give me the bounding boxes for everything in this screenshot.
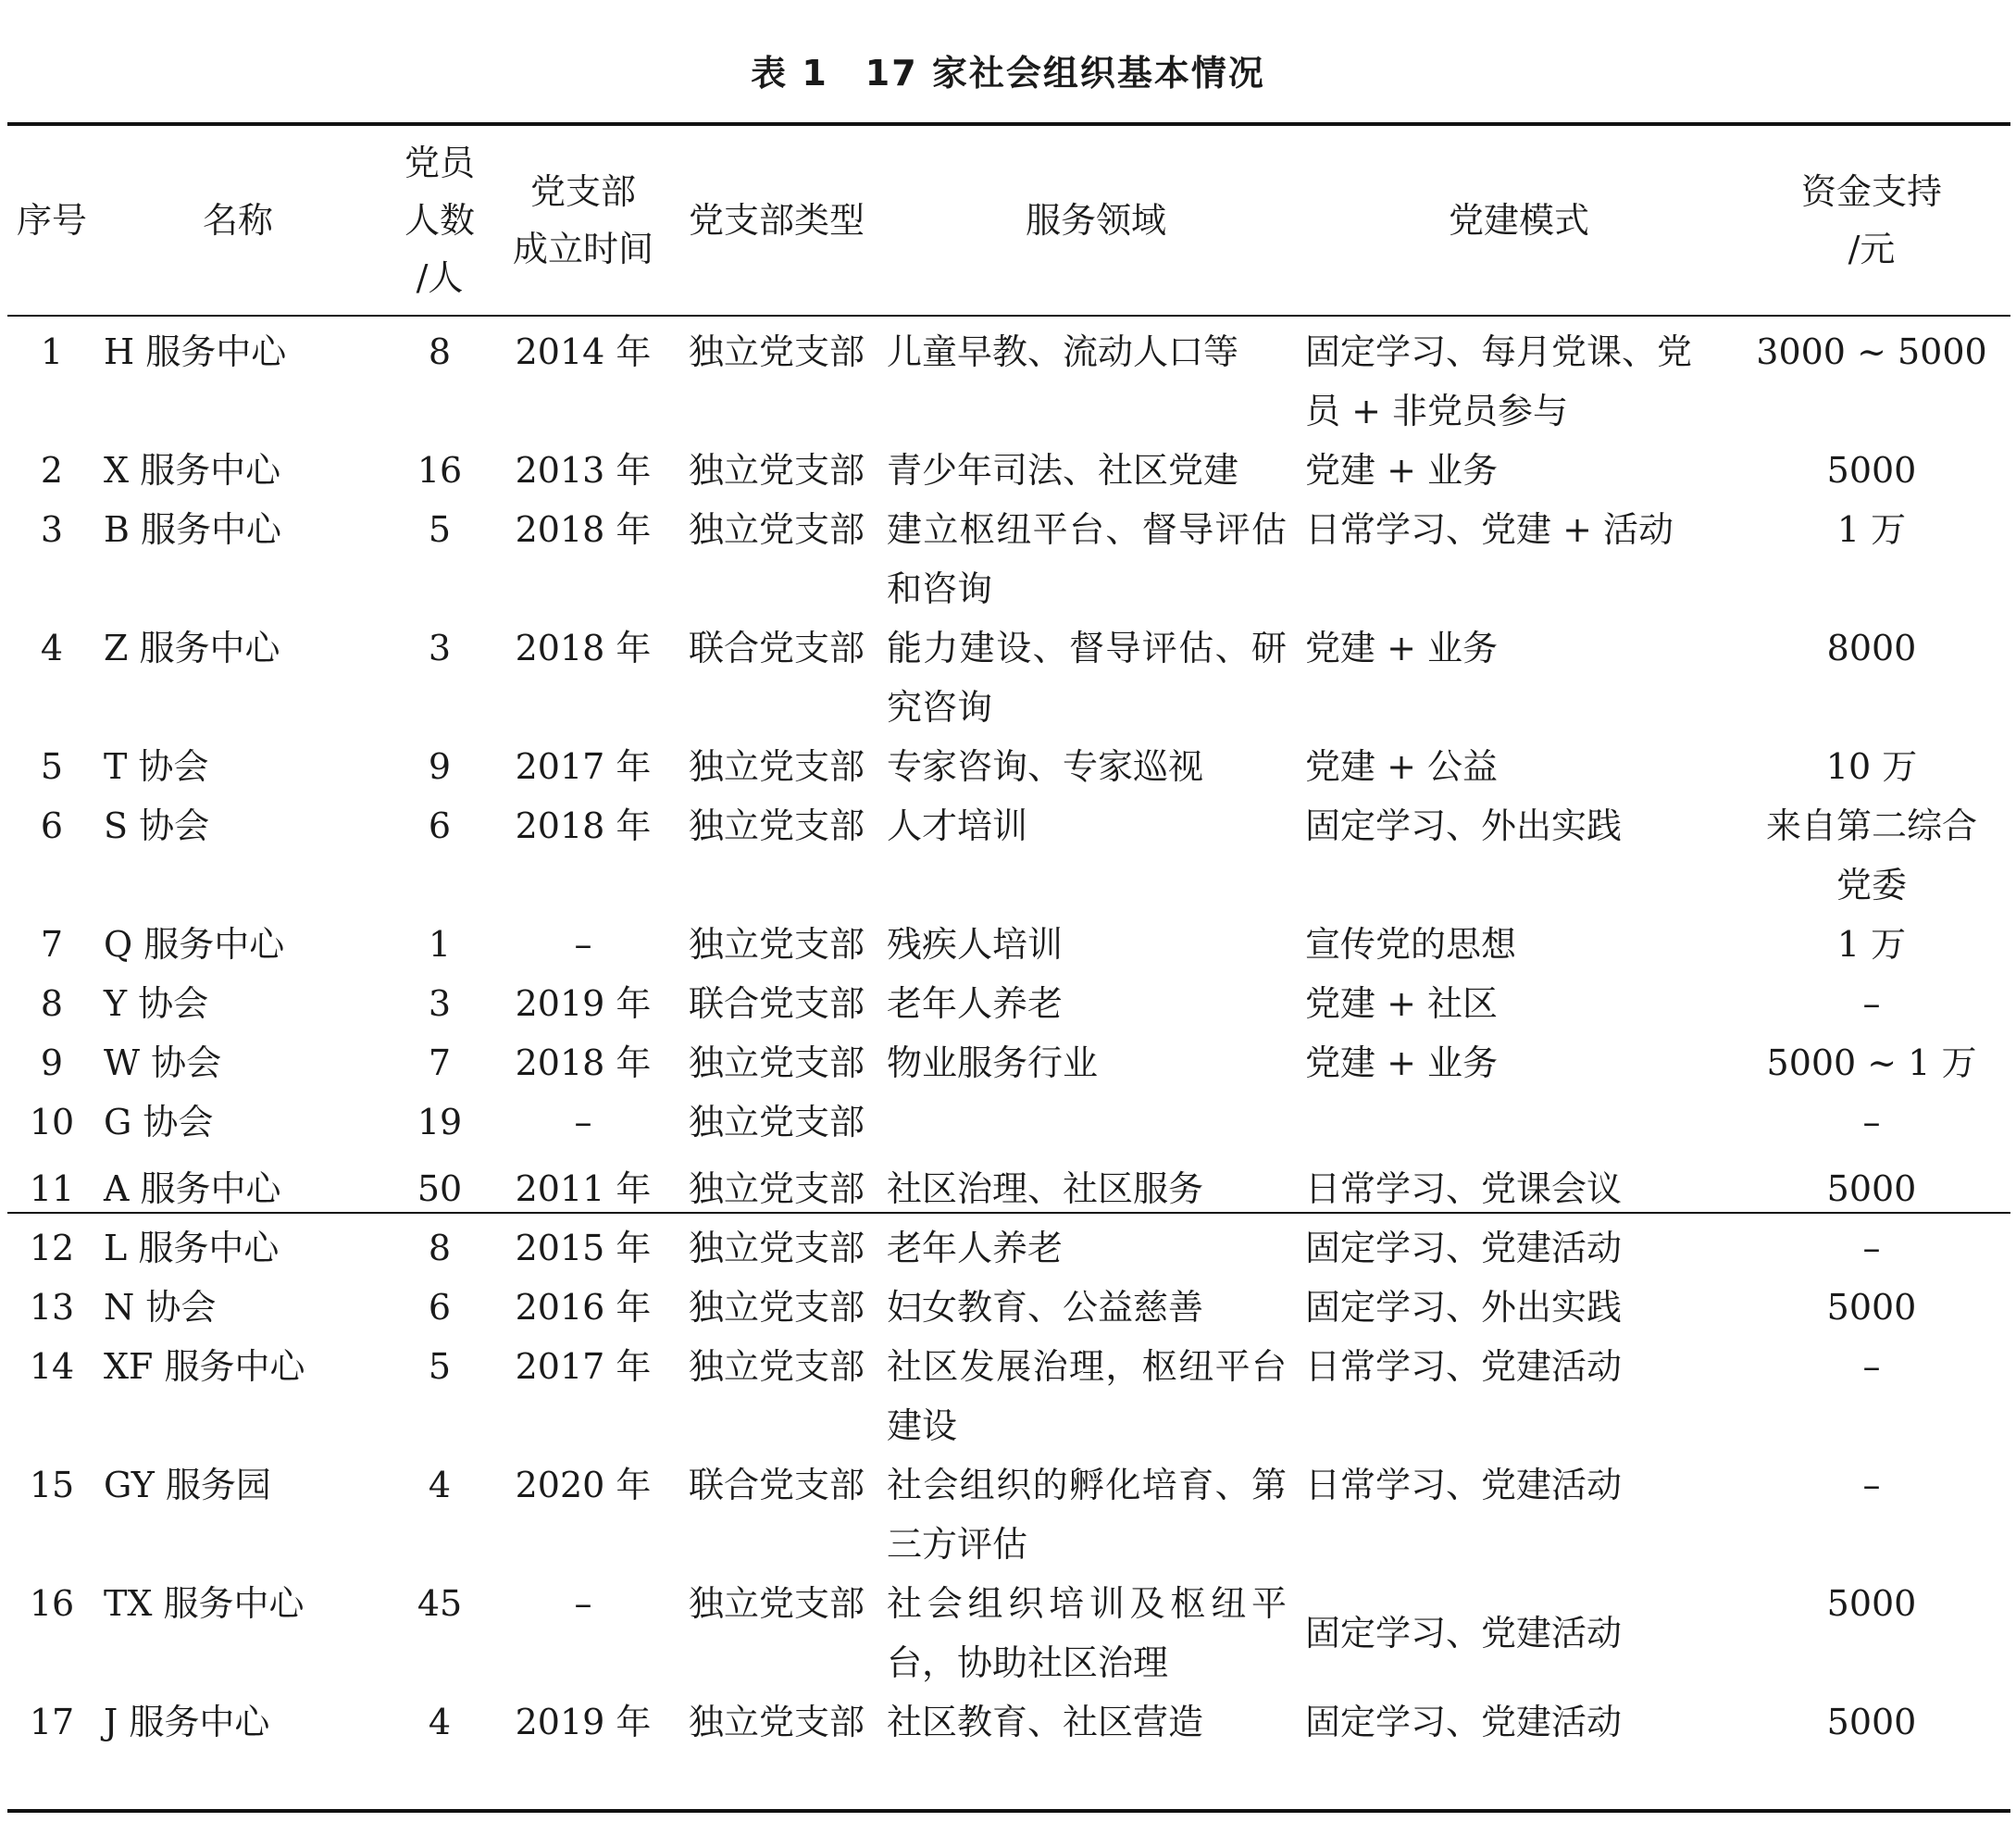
header-founded-line: 成立时间 <box>512 229 653 269</box>
cell-name: X 服务中心 <box>104 450 281 491</box>
cell-no: 6 <box>40 805 64 846</box>
cell-mode: 固定学习、外出实践 <box>1305 1287 1623 1328</box>
cell-funding: 5000 <box>1826 450 1917 491</box>
cell-name: Z 服务中心 <box>104 628 280 668</box>
cell-members: 19 <box>417 1102 463 1142</box>
table-row <box>7 1092 2010 1152</box>
cell-mode: 固定学习、党建活动 <box>1305 1702 1623 1742</box>
header-founded <box>500 126 666 315</box>
cell-founded: 2018 年 <box>515 628 652 668</box>
table-row <box>7 1455 2010 1574</box>
cell-type: 独立党支部 <box>688 924 865 965</box>
cell-type: 独立党支部 <box>688 1102 865 1142</box>
cell-no: 1 <box>40 331 64 372</box>
table-body <box>7 322 2010 1752</box>
cell-no: 15 <box>29 1465 75 1505</box>
table-row <box>7 1152 2010 1218</box>
cell-no: 3 <box>40 509 64 550</box>
cell-type: 独立党支部 <box>688 1287 865 1328</box>
cell-members: 1 <box>428 924 452 965</box>
cell-mode <box>1305 1092 1733 1152</box>
cell-members: 3 <box>428 983 452 1024</box>
table-row <box>7 796 2010 915</box>
cell-funding: 1 万 <box>1836 924 1907 965</box>
header-funding <box>1733 126 2010 315</box>
cell-field: 残疾人培训 <box>887 924 1064 965</box>
cell-mode: 党建 + 公益 <box>1305 746 1498 787</box>
cell-name: J 服务中心 <box>104 1702 270 1742</box>
cell-funding: – <box>1862 1228 1881 1268</box>
cell-type: 独立党支部 <box>688 1702 865 1742</box>
cell-no: 7 <box>40 924 64 965</box>
table-row <box>7 974 2010 1033</box>
cell-type: 独立党支部 <box>688 746 865 787</box>
cell-no: 11 <box>29 1168 75 1209</box>
cell-name: B 服务中心 <box>104 509 282 550</box>
table-number: 表 1 <box>751 53 828 94</box>
cell-mode: 固定学习、党建活动 <box>1305 1228 1623 1268</box>
cell-funding: 5000 <box>1826 1702 1917 1742</box>
cell-field: 社区教育、社区营造 <box>887 1702 1204 1742</box>
cell-founded: 2018 年 <box>515 1042 652 1083</box>
cell-founded: 2019 年 <box>515 983 652 1024</box>
cell-field: 专家咨询、专家巡视 <box>887 746 1204 787</box>
cell-no: 9 <box>40 1042 64 1083</box>
cell-type: 独立党支部 <box>688 1583 865 1624</box>
table-row <box>7 1692 2010 1752</box>
table-row <box>7 915 2010 974</box>
table-row <box>7 1218 2010 1278</box>
cell-field: 儿童早教、流动人口等 <box>887 331 1239 372</box>
cell-funding: 5000 <box>1826 1287 1917 1328</box>
cell-mode: 宣传党的思想 <box>1305 924 1517 965</box>
cell-type: 独立党支部 <box>688 331 865 372</box>
cell-type: 独立党支部 <box>688 1228 865 1268</box>
cell-name: A 服务中心 <box>104 1168 281 1209</box>
cell-founded: 2018 年 <box>515 509 652 550</box>
cell-members: 5 <box>428 1346 452 1387</box>
cell-name: GY 服务园 <box>104 1465 271 1505</box>
cell-members: 6 <box>428 805 452 846</box>
cell-mode: 日常学习、党建 + 活动 <box>1305 509 1674 550</box>
cell-members: 9 <box>428 746 452 787</box>
cell-no: 16 <box>29 1583 75 1624</box>
table-caption: 17 家社会组织基本情况 <box>865 53 1265 94</box>
cell-mode: 固定学习、外出实践 <box>1305 805 1623 846</box>
cell-founded: 2015 年 <box>515 1228 652 1268</box>
cell-no: 8 <box>40 983 64 1024</box>
cell-name: L 服务中心 <box>104 1228 280 1268</box>
cell-funding: 10 万 <box>1825 746 1918 787</box>
header-no: 序号 <box>16 200 87 241</box>
header-service-field: 服务领域 <box>1025 200 1166 241</box>
cell-field: 社区治理、社区服务 <box>887 1168 1204 1209</box>
table-header <box>7 126 2010 315</box>
cell-funding: 5000 ~ 1 万 <box>1766 1042 1977 1083</box>
table-row <box>7 737 2010 796</box>
table-row <box>7 322 2010 441</box>
cell-members: 5 <box>428 509 452 550</box>
cell-founded: 2011 年 <box>515 1168 652 1209</box>
cell-field: 人才培训 <box>887 805 1028 846</box>
cell-field: 能力建设、督导评估、研究咨询 <box>887 628 1287 728</box>
table-row <box>7 1574 2010 1692</box>
cell-no: 14 <box>29 1346 75 1387</box>
cell-type: 独立党支部 <box>688 805 865 846</box>
header-rule <box>7 315 2010 317</box>
cell-funding: 5000 <box>1826 1583 1917 1624</box>
table-row <box>7 1278 2010 1337</box>
cell-funding: – <box>1862 1102 1881 1142</box>
header-members-line: 党员 <box>404 143 475 183</box>
cell-no: 12 <box>29 1228 75 1268</box>
cell-funding: – <box>1862 1346 1881 1387</box>
table-row <box>7 441 2010 500</box>
cell-no: 5 <box>40 746 64 787</box>
table-row <box>7 1337 2010 1455</box>
cell-founded: 2020 年 <box>515 1465 652 1505</box>
cell-no: 2 <box>40 450 64 491</box>
cell-funding: 8000 <box>1826 628 1917 668</box>
cell-type: 独立党支部 <box>688 1168 865 1209</box>
header-name: 名称 <box>202 200 273 241</box>
table-row <box>7 1033 2010 1092</box>
cell-members: 4 <box>428 1465 452 1505</box>
cell-type: 独立党支部 <box>688 509 865 550</box>
header-mode: 党建模式 <box>1448 200 1589 241</box>
cell-founded: 2014 年 <box>515 331 652 372</box>
cell-type: 独立党支部 <box>688 1042 865 1083</box>
cell-members: 4 <box>428 1702 452 1742</box>
cell-mode: 日常学习、党建活动 <box>1305 1346 1623 1387</box>
cell-field: 社会组织的孵化培育、第三方评估 <box>887 1465 1287 1565</box>
cell-funding: 来自第二综合党委 <box>1765 805 1977 905</box>
cell-name: S 协会 <box>104 805 210 846</box>
table-title <box>0 44 2016 95</box>
cell-name: XF 服务中心 <box>104 1346 305 1387</box>
cell-type: 独立党支部 <box>688 450 865 491</box>
cell-founded: – <box>574 1583 592 1624</box>
cell-funding: – <box>1862 983 1881 1024</box>
cell-founded: 2018 年 <box>515 805 652 846</box>
cell-members: 6 <box>428 1287 452 1328</box>
cell-funding: 1 万 <box>1836 509 1907 550</box>
cell-mode: 党建 + 社区 <box>1305 983 1498 1024</box>
cell-founded: 2017 年 <box>515 1346 652 1387</box>
cell-funding: 3000 ~ 5000 <box>1756 331 1987 372</box>
cell-no: 4 <box>40 628 64 668</box>
header-funding-line: /元 <box>1848 229 1896 269</box>
cell-name: N 协会 <box>104 1287 217 1328</box>
cell-type: 独立党支部 <box>688 1346 865 1387</box>
cell-field: 建立枢纽平台、督导评估和咨询 <box>887 509 1287 609</box>
cell-mode: 日常学习、党课会议 <box>1305 1168 1623 1209</box>
cell-name: G 协会 <box>104 1102 214 1142</box>
cell-name: W 协会 <box>104 1042 222 1083</box>
header-branch-type: 党支部类型 <box>688 200 865 241</box>
cell-field <box>887 1092 1305 1152</box>
cell-name: TX 服务中心 <box>104 1583 305 1624</box>
cell-field: 社区发展治理，枢纽平台建设 <box>887 1346 1287 1446</box>
cell-mode: 固定学习、党建活动 <box>1305 1613 1623 1654</box>
cell-members: 8 <box>428 1228 452 1268</box>
cell-members: 8 <box>428 331 452 372</box>
header-founded-line: 党支部 <box>529 171 636 212</box>
cell-type: 联合党支部 <box>688 983 865 1024</box>
cell-funding: – <box>1862 1465 1881 1505</box>
cell-founded: 2017 年 <box>515 746 652 787</box>
cell-field: 老年人养老 <box>887 1228 1064 1268</box>
cell-mode: 固定学习、每月党课、党员 + 非党员参与 <box>1305 331 1693 431</box>
cell-mode: 党建 + 业务 <box>1305 450 1498 491</box>
cell-no: 13 <box>29 1287 75 1328</box>
cell-name: T 协会 <box>104 746 209 787</box>
table-row <box>7 618 2010 737</box>
cell-field: 老年人养老 <box>887 983 1064 1024</box>
header-members-line: /人 <box>416 257 464 298</box>
header-members <box>380 126 500 315</box>
cell-name: Y 协会 <box>104 983 209 1024</box>
cell-field: 物业服务行业 <box>887 1042 1099 1083</box>
cell-mode: 党建 + 业务 <box>1305 628 1498 668</box>
cell-type: 联合党支部 <box>688 1465 865 1505</box>
cell-members: 7 <box>428 1042 452 1083</box>
cell-name: H 服务中心 <box>104 331 287 372</box>
table-row <box>7 500 2010 618</box>
cell-no: 17 <box>29 1702 75 1742</box>
header-members-line: 人数 <box>404 200 475 241</box>
cell-founded: – <box>574 924 592 965</box>
cell-type: 联合党支部 <box>688 628 865 668</box>
cell-field: 青少年司法、社区党建 <box>887 450 1239 491</box>
cell-founded: 2016 年 <box>515 1287 652 1328</box>
cell-field: 社会组织培训及枢纽平台，协助社区治理 <box>887 1583 1287 1683</box>
cell-name: Q 服务中心 <box>104 924 285 965</box>
cell-founded: 2013 年 <box>515 450 652 491</box>
cell-members: 45 <box>417 1583 463 1624</box>
cell-mode: 日常学习、党建活动 <box>1305 1465 1623 1505</box>
cell-founded: – <box>574 1102 592 1142</box>
cell-field: 妇女教育、公益慈善 <box>887 1287 1204 1328</box>
cell-members: 3 <box>428 628 452 668</box>
bottom-rule <box>7 1809 2010 1813</box>
cell-funding: 5000 <box>1826 1168 1917 1209</box>
header-funding-line: 资金支持 <box>1800 171 1942 212</box>
cell-mode: 党建 + 业务 <box>1305 1042 1498 1083</box>
cell-members: 50 <box>417 1168 463 1209</box>
cell-founded: 2019 年 <box>515 1702 652 1742</box>
cell-no: 10 <box>29 1102 75 1142</box>
cell-members: 16 <box>417 450 463 491</box>
